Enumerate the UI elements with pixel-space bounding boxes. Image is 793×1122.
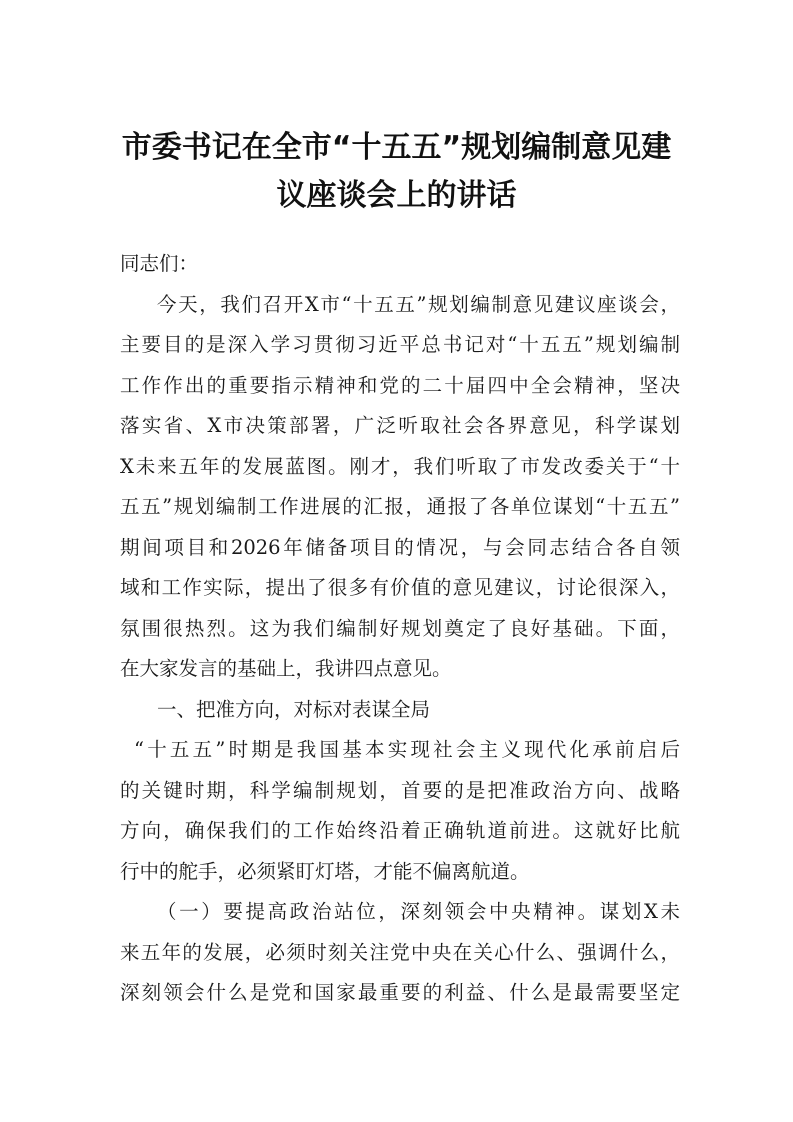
paragraph-line: 方向，确保我们的工作始终沿着正确轨道前进。这就好比航 bbox=[120, 819, 680, 842]
paragraph-line: 主要目的是深入学习贯彻习近平总书记对“十五五”规划编制 bbox=[120, 333, 680, 356]
paragraph-line: X未来五年的发展蓝图。刚才，我们听取了市发改委关于“十 bbox=[120, 454, 680, 478]
document-title bbox=[100, 124, 693, 220]
salutation: 同志们： bbox=[120, 252, 199, 275]
paragraph-line: 在大家发言的基础上，我讲四点意见。 bbox=[120, 657, 452, 680]
document-body bbox=[120, 244, 680, 1014]
paragraph-line: 行中的舵手，必须紧盯灯塔，才能不偏离航道。 bbox=[120, 859, 530, 883]
paragraph-line: 工作作出的重要指示精神和党的二十届四中全会精神，坚决 bbox=[120, 373, 680, 397]
title-line-1: 市委书记在全市“十五五”规划编制意见建 bbox=[121, 130, 672, 165]
paragraph-line: 氛围很热烈。这为我们编制好规划奠定了良好基础。下面， bbox=[120, 616, 680, 640]
subsection-line: （一）要提高政治站位，深刻领会中央精神。谋划X未 bbox=[157, 900, 680, 923]
paragraph-line: 的关键时期，科学编制规划，首要的是把准政治方向、战略 bbox=[120, 778, 680, 802]
paragraph-line: 来五年的发展，必须时刻关注党中央在关心什么、强调什么， bbox=[120, 940, 680, 964]
paragraph-line: 域和工作实际，提出了很多有价值的意见建议，讨论很深入， bbox=[120, 576, 680, 599]
paragraph-line: “十五五”时期是我国基本实现社会主义现代化承前启后 bbox=[134, 738, 680, 761]
paragraph-line: 深刻领会什么是党和国家最重要的利益、什么是最需要坚定 bbox=[120, 981, 680, 1004]
paragraph-line: 落实省、X市决策部署，广泛听取社会各界意见，科学谋划 bbox=[120, 414, 680, 437]
paragraph-line: 五五”规划编制工作进展的汇报，通报了各单位谋划“十五五” bbox=[120, 495, 680, 518]
title-line-2: 议座谈会上的讲话 bbox=[276, 178, 517, 213]
section-heading: 一、把准方向，对标对表谋全局 bbox=[157, 697, 431, 721]
paragraph-line: 今天，我们召开X市“十五五”规划编制意见建议座谈会， bbox=[157, 292, 680, 316]
paragraph-line: 期间项目和2026年储备项目的情况，与会同志结合各自领 bbox=[120, 535, 680, 559]
